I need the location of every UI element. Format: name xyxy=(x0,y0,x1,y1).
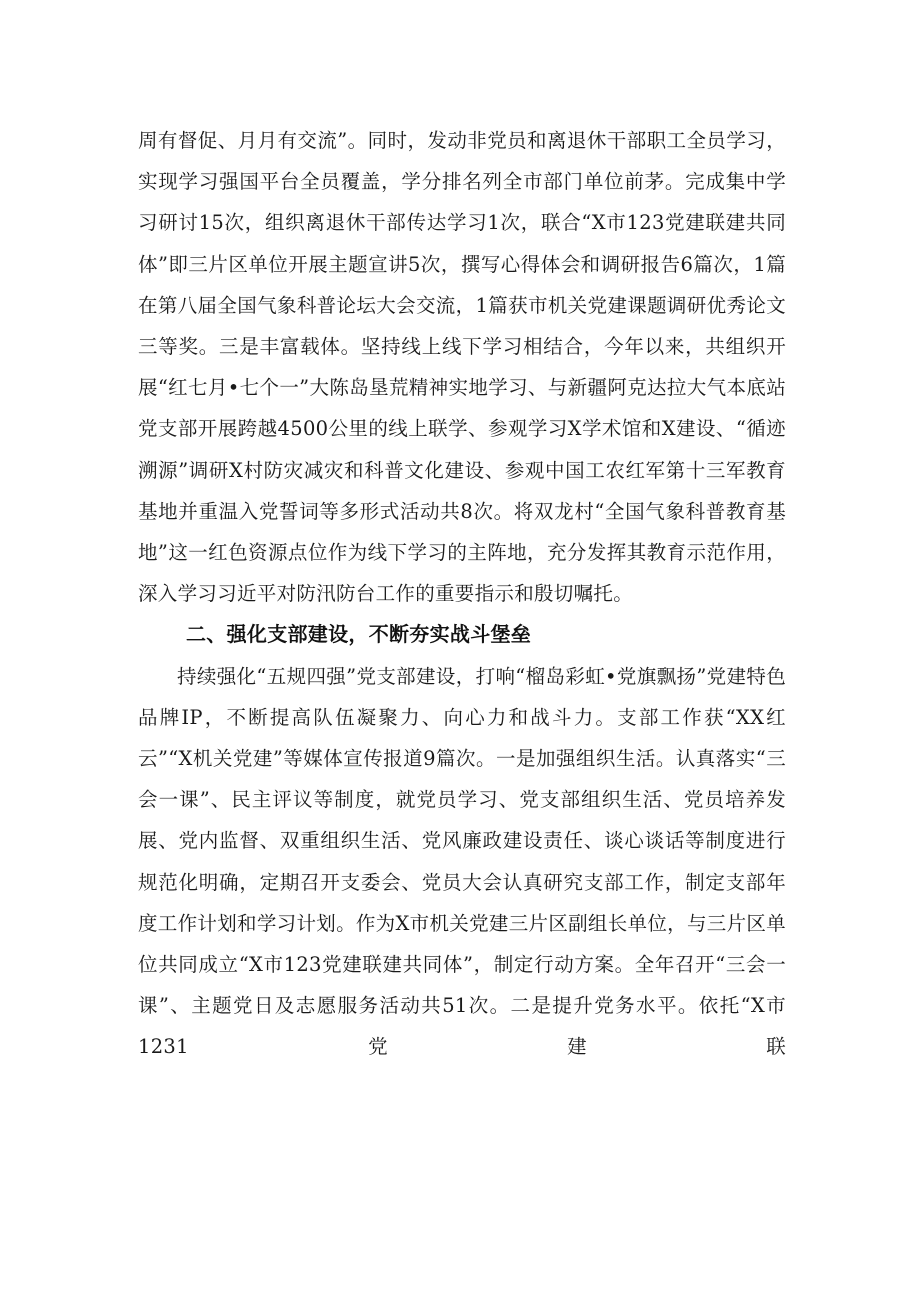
body-paragraph: 持续强化“五规四强”党支部建设，打响“榴岛彩虹•党旗飘扬”党建特色品牌IP，不断提高队伍凝聚力、向心力和战斗力。支部工作获“XX红云”“X机关党建”等媒体宣传报道9篇次。一是加强组织生活。认真落实“三会一课”、民主评议等制度，就党员学习、党支部组织生活、党员培养发展、党内监督、双重组织生活、党风廉政建设责任、谈心谈话等制度进行规范化明确，定期召开支委会、党员大会认真研究支部工作，制定支部年度工作计划和学习计划。作为X市机关党建三片区副组长单位，与三片区单位共同成立“X市123党建联建共同体”，制定行动方案。全年召开“三会一课”、主题党日及志愿服务活动共51次。二是提升党务水平。依托“X市1231党建联 xyxy=(138,664,786,1059)
document-body xyxy=(138,120,786,1068)
body-paragraph: 周有督促、月月有交流”。同时，发动非党员和离退休干部职工全员学习，实现学习强国平台全员覆盖，学分排名列全市部门单位前茅。完成集中学习研讨15次，组织离退休干部传达学习1次，联合“X市123党建联建共同体”即三片区单位开展主题宣讲5次，撰写心得体会和调研报告6篇次，1篇在第八届全国气象科普论坛大会交流，1篇获市机关党建课题调研优秀论文三等奖。三是丰富载体。坚持线上线下学习相结合，今年以来，共组织开展“红七月•七个一”大陈岛垦荒精神实地学习、与新疆阿克达拉大气本底站党支部开展跨越4500公里的线上联学、参观学习X学术馆和X建设、“循迹溯源”调研X村防灾减灾和科普文化建设、参观中国工农红军第十三军教育基地并重温入党誓词等多形式活动共8次。将双龙村“全国气象科普教育基地”这一红色资源点位作为线下学习的主阵地，充分发挥其教育示范作用，深入学习习近平对防汛防台工作的重要指示和殷切嘱托。 xyxy=(138,129,786,606)
section-heading: 二、强化支部建设，不断夯实战斗堡垒 xyxy=(186,622,532,647)
